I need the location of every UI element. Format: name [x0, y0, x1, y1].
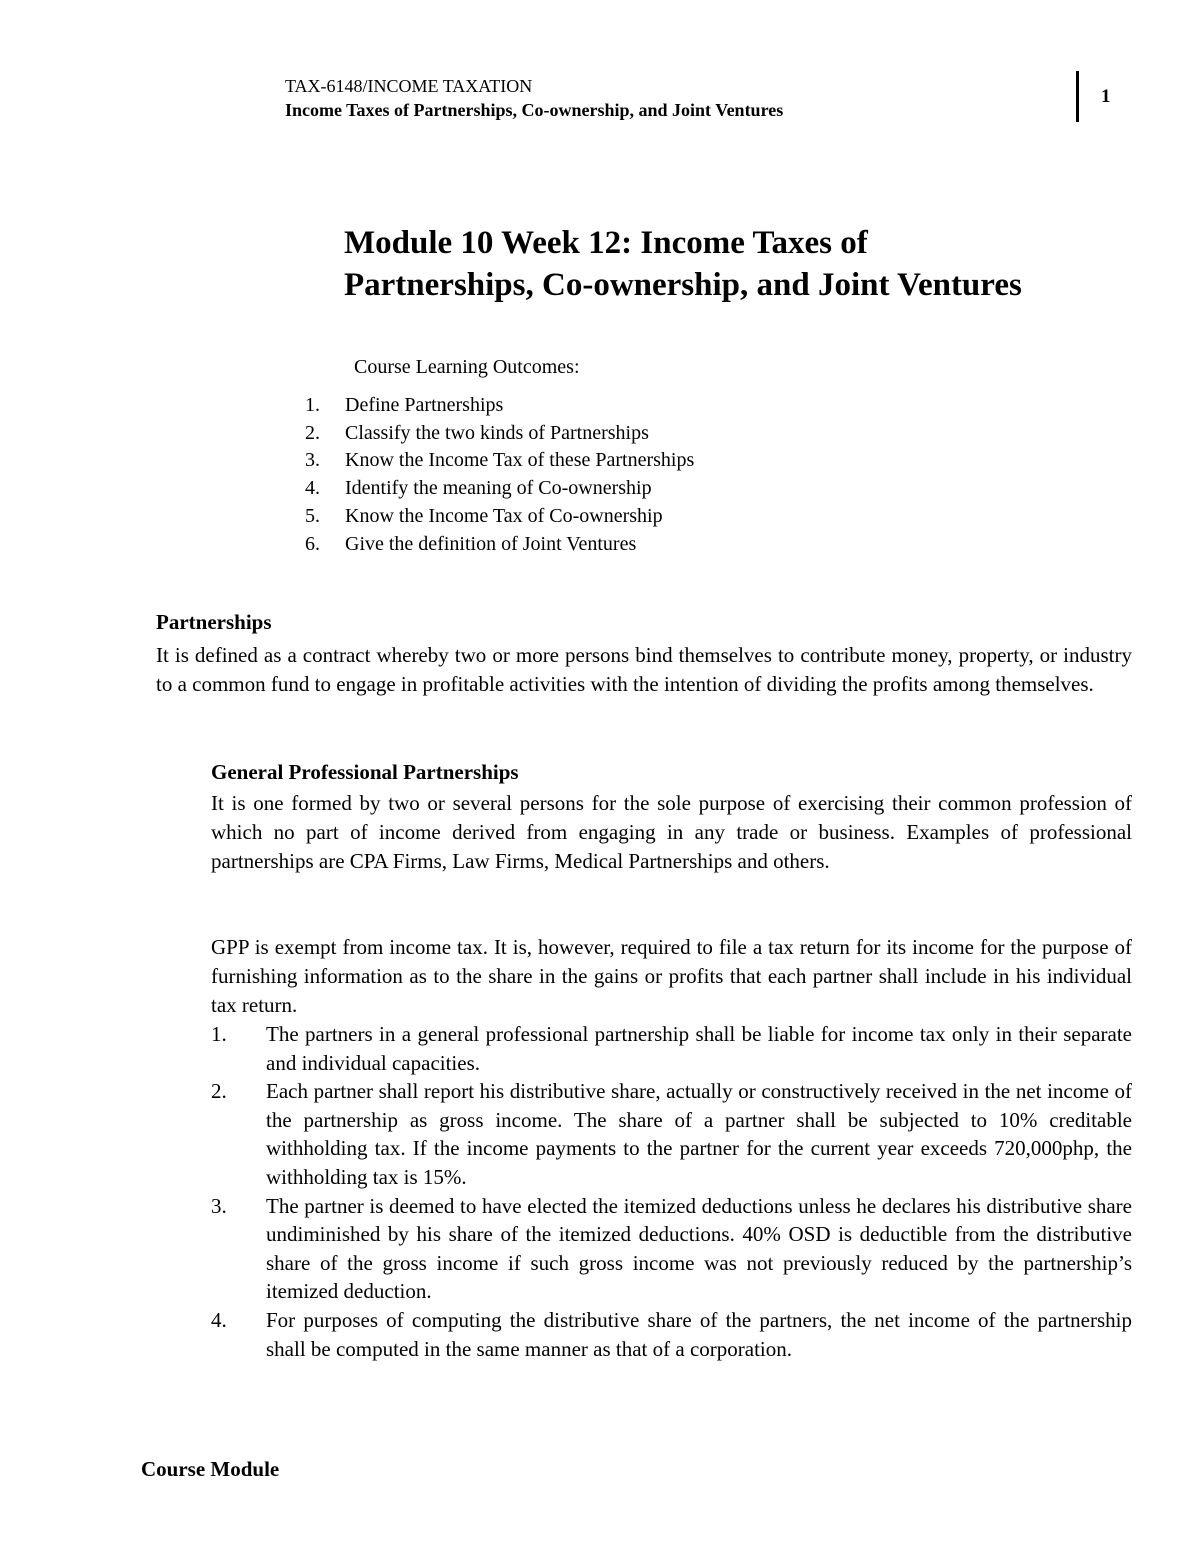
header-subtitle: Income Taxes of Partnerships, Co-ownership, and Joint Ventures [285, 100, 784, 120]
list-text: Identify the meaning of Co-ownership [345, 477, 652, 500]
list-item [305, 475, 694, 503]
list-number: 5. [305, 504, 320, 527]
list-text: Give the definition of Joint Ventures [345, 532, 637, 555]
list-item [305, 447, 694, 475]
module-title-line2: Partnerships, Co-ownership, and Joint Ventures [344, 267, 1022, 303]
list-item [211, 1020, 1132, 1077]
list-text: The partners in a general professional partnership shall be liable for income tax only in their separate and individual capacities. [266, 1022, 1132, 1075]
list-number: 1. [305, 394, 320, 416]
list-item [305, 392, 694, 420]
list-text: Each partner shall report his distributive share, actually or constructively received in the net income of the partnership as gross income. The share of a partner shall be subjected to 10% creditable withholding tax. If the income payments to the partner for the current year exceeds 720,000php, the withholding tax is 15%. [266, 1079, 1132, 1189]
list-text: The partner is deemed to have elected the itemized deductions unless he declares his distributive share undiminished by his share of the itemized deductions. 40% OSD is deductible from the distributive share of the gross income if such gross income was not previously reduced by the partnership’s itemized deduction. [266, 1193, 1132, 1304]
list-text: Know the Income Tax of Co-ownership [345, 504, 663, 527]
list-text: For purposes of computing the distributive share of the partners, the net income of the partnership shall be computed in the same manner as that of a corporation. [266, 1307, 1132, 1361]
list-number: 4. [305, 477, 320, 500]
list-text: Know the Income Tax of these Partnerships [345, 449, 695, 472]
partnerships-heading: Partnerships [156, 610, 272, 634]
header-divider [1076, 71, 1079, 122]
list-item [305, 420, 694, 448]
list-number: 3. [305, 449, 320, 472]
gpp-heading: General Professional Partnerships [211, 760, 519, 784]
gpp-definition: It is one formed by two or several persons for the sole purpose of exercising their common profession of which no part of income derived from engaging in any trade or business. Examples of professional partnerships are CPA Firms, Law Firms, Medical Partnerships and others. [211, 791, 1132, 873]
list-number: 3. [211, 1193, 227, 1218]
gpp-rules-list [211, 1020, 1132, 1363]
list-text: Classify the two kinds of Partnerships [345, 421, 649, 444]
page-number: 1 [1101, 86, 1111, 107]
list-item [305, 503, 694, 531]
list-item [211, 1192, 1132, 1306]
list-item [211, 1306, 1132, 1363]
gpp-exempt-paragraph: GPP is exempt from income tax. It is, however, required to file a tax return for its income for the purpose of furnishing information as to the share in the gains or profits that each partner shall include in his individual tax return. [211, 935, 1132, 1017]
list-number: 4. [211, 1307, 227, 1332]
module-title-line1: Module 10 Week 12: Income Taxes of [344, 225, 868, 261]
page-footer: Course Module [141, 1457, 280, 1481]
list-item [211, 1077, 1132, 1191]
list-number: 2. [305, 421, 320, 444]
module-title [344, 222, 1164, 306]
list-number: 6. [305, 532, 320, 555]
header-text [285, 74, 783, 122]
learning-outcomes-heading: Course Learning Outcomes: [354, 356, 580, 378]
list-number: 2. [211, 1079, 227, 1104]
list-item [305, 531, 694, 559]
course-code: TAX-6148/INCOME TAXATION [285, 76, 533, 96]
list-text: Define Partnerships [345, 394, 504, 416]
partnerships-definition: It is defined as a contract whereby two or more persons bind themselves to contribute money, property, or industry to a common fund to engage in profitable activities with the intention of dividing the profits among themselves. [156, 643, 1132, 696]
learning-outcomes-list [305, 392, 694, 558]
list-number: 1. [211, 1022, 227, 1046]
